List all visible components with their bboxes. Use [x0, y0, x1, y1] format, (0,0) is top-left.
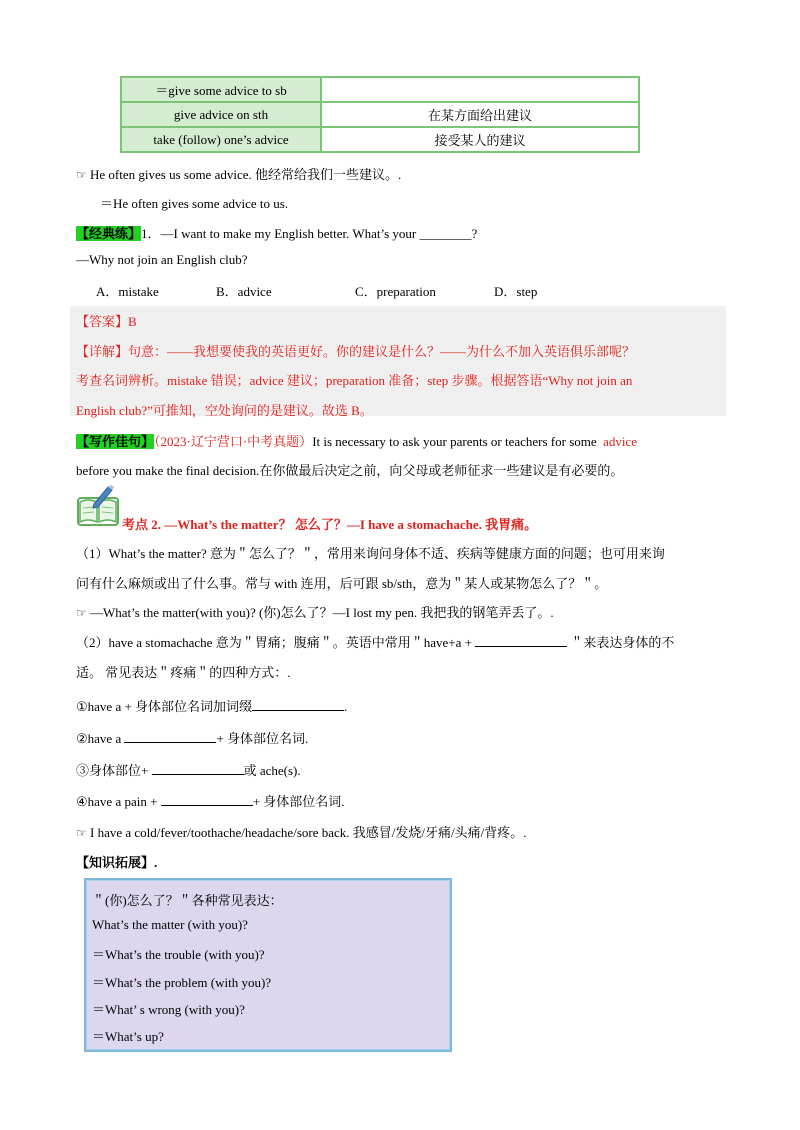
- table-row: [121, 102, 639, 127]
- pointing-hand-icon: ☞: [76, 606, 87, 620]
- vocab-table: [120, 76, 640, 153]
- answer-explanation-2: 考查名词辨析。mistake 错误；advice 建议；preparation 准备；step 步骤。根据答语“Why not join an: [76, 373, 633, 388]
- section1-line1: （1）What’s the matter? 意为＂怎么了？＂，常用来询问身体不适、疾病等健康方面的问题；也可用来询: [76, 546, 665, 561]
- fill-blank: [161, 805, 253, 806]
- extension-item: ＝What’s up?: [92, 1029, 164, 1044]
- answer-explanation-3: English club?”可推知，空处询问的是建议。故选 B。: [76, 403, 373, 418]
- extension-item: What’s the matter (with you)?: [92, 917, 248, 932]
- writing-tag: 【写作佳句】: [76, 434, 155, 449]
- option-b: B．advice: [216, 284, 272, 299]
- way-2: ②have a + 身体部位名词.: [76, 731, 309, 746]
- book-pen-icon: [76, 484, 120, 528]
- pointing-hand-icon: ☞: [76, 826, 87, 840]
- extension-item: ＝What’s the trouble (with you)?: [92, 947, 265, 962]
- table-cell-en: take (follow) one’s advice: [121, 127, 321, 152]
- answer-explanation: 【详解】句意：——我想要使我的英语更好。你的建议是什么？——为什么不加入英语俱乐部呢？: [76, 344, 636, 359]
- way-4: ④have a pain + + 身体部位名词.: [76, 794, 345, 809]
- way-1: ①have a + 身体部位名词加词缀 .: [76, 699, 348, 714]
- table-cell-zh: [321, 77, 639, 102]
- writing-keyword: advice: [603, 434, 638, 449]
- exercise-tag: 【经典练】: [76, 226, 142, 241]
- exercise-question: 【经典练】1．—I want to make my English better. What’s your ________?: [76, 226, 478, 241]
- section2-example: ☞ I have a cold/fever/toothache/headache/sore back. 我感冒/发烧/牙痛/头痛/背疼。.: [76, 825, 527, 840]
- example-sentence-alt: ＝He often gives some advice to us.: [100, 196, 289, 211]
- extension-item: ＝What’s the problem (with you)?: [92, 975, 272, 990]
- table-cell-en: ＝give some advice to sb: [121, 77, 321, 102]
- option-d: D．step: [494, 284, 538, 299]
- table-cell-zh: 在某方面给出建议: [321, 102, 639, 127]
- exercise-reply: —Why not join an English club?: [76, 252, 248, 267]
- table-cell-en: give advice on sth: [121, 102, 321, 127]
- writing-sentence: 【写作佳句】（2023·辽宁营口·中考真题）It is necessary to ask your parents or teachers for some advice: [76, 434, 638, 449]
- example-sentence: ☞ He often gives us some advice. 他经常给我们一些建议。.: [76, 167, 402, 182]
- option-c: C．preparation: [355, 284, 436, 299]
- fill-blank: [252, 710, 344, 711]
- pointing-hand-icon: ☞: [76, 168, 87, 182]
- writing-sentence-2: before you make the final decision.在你做最后决定之前，向父母或老师征求一些建议是有必要的。: [76, 463, 624, 478]
- section2-line1: （2）have a stomachache 意为＂胃痛；腹痛＂。英语中常用＂have+a + ＂来表达身体的不: [76, 635, 675, 650]
- fill-blank: [124, 742, 216, 743]
- extension-box-title: ＂(你)怎么了？＂各种常见表达：: [92, 893, 283, 908]
- table-cell-zh: 接受某人的建议: [321, 127, 639, 152]
- table-row: [121, 127, 639, 152]
- option-a: A．mistake: [96, 284, 159, 299]
- table-row: [121, 77, 639, 102]
- answer-label: 【答案】B: [76, 314, 137, 329]
- section2-line2: 适。 常见表达＂疼痛＂的四种方式：.: [76, 665, 291, 680]
- section1-line2: 问有什么麻烦或出了什么事。常与 with 连用，后可跟 sb/sth，意为＂某人或某物怎么了？＂。: [76, 576, 608, 591]
- extension-title: 【知识拓展】.: [76, 855, 158, 870]
- section1-example: ☞ —What’s the matter(with you)? (你)怎么了？—I lost my pen. 我把我的钢笔弄丢了。.: [76, 605, 554, 620]
- writing-source: （2023·辽宁营口·中考真题）: [154, 434, 313, 449]
- way-3: ③身体部位+ 或 ache(s).: [76, 763, 301, 778]
- extension-item: ＝What’ s wrong (with you)?: [92, 1002, 245, 1017]
- fill-blank: [152, 774, 244, 775]
- kaodian-title: 考点 2. —What’s the matter？ 怎么了？—I have a stomachache. 我胃痛。: [122, 517, 538, 532]
- fill-blank: [475, 646, 567, 647]
